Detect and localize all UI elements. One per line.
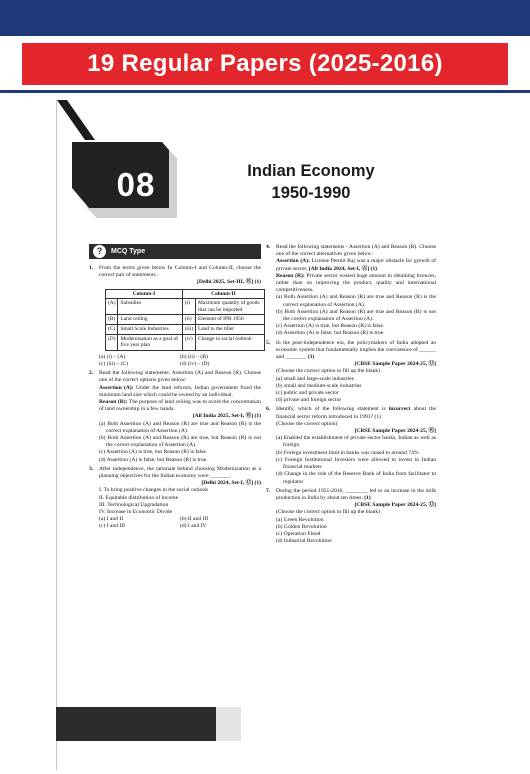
reason-line bbox=[276, 273, 436, 295]
marks: (1) bbox=[307, 354, 315, 361]
question-body: about the financial sector reform introduced in 1991? (1) bbox=[276, 406, 436, 420]
marks: (1) bbox=[364, 494, 371, 501]
question-text bbox=[276, 406, 436, 420]
question-mark-icon: ? bbox=[92, 244, 107, 259]
question-5 bbox=[266, 340, 436, 405]
assertion-text: License Permit Raj was a major obstacle for growth of private sector. bbox=[276, 258, 436, 272]
question-source-tag: [CBSE Sample Paper 2024-25, Ⓡ] bbox=[354, 428, 436, 435]
question-source-tag: [CBSE Sample Paper 2024-25, Ⓤ] bbox=[354, 361, 436, 368]
option-a: (a) Green Revolution bbox=[276, 516, 324, 523]
option-c: (c) I and III bbox=[99, 523, 125, 530]
row-label: (C) bbox=[106, 324, 118, 334]
question-source-tag: [CBSE Sample Paper 2024-25, Ⓤ] bbox=[354, 502, 436, 509]
reason-label: Reason (R): bbox=[276, 272, 305, 279]
question-body: Identify, which of the following statement is bbox=[276, 406, 389, 413]
table-cell: Maximum quantity of goods that can be imported bbox=[196, 299, 265, 315]
left-column bbox=[89, 244, 261, 533]
question-2 bbox=[89, 370, 261, 464]
option-a: (a) I and II bbox=[99, 516, 124, 523]
chapter-slash-stripe bbox=[57, 100, 95, 140]
question-6 bbox=[266, 406, 436, 485]
option-a: (a) (i) – (A) bbox=[99, 353, 126, 360]
title-banner: 19 Regular Papers (2025-2016) bbox=[22, 43, 508, 85]
chapter-number: 08 bbox=[116, 166, 156, 203]
table-cell: Subsidies bbox=[118, 299, 182, 315]
table-cell: Element of IPR 1956 bbox=[196, 315, 265, 325]
reason-text: The purpose of land ceiling was to avoid the concentration of land ownership in a few hands. bbox=[99, 398, 261, 413]
instruction: (Choose the correct option) bbox=[276, 420, 338, 427]
assertion-text: Under the land reforms, Indian government fixed the minimum land size which could be owned by an individual. bbox=[99, 384, 261, 398]
question-body: During the period 1951-2016, ________ led to an increase in the milk production in India by about ten times. bbox=[276, 487, 436, 501]
question-number: 2. bbox=[89, 370, 94, 377]
option-b: (b) Golden Revolution bbox=[276, 523, 327, 530]
mcq-type-label: MCQ Type bbox=[111, 248, 146, 255]
question-source-tag: [All India 2024, Set-I, Ⓐ] (1) bbox=[308, 265, 377, 272]
top-color-band bbox=[0, 0, 530, 36]
instruction: (Choose the correct option to fill up the blank) bbox=[276, 368, 381, 375]
option-c: (c) Operation Flood bbox=[276, 530, 321, 537]
row-label: (iv) bbox=[182, 334, 195, 350]
option-d: (d) I and IV bbox=[180, 523, 207, 530]
options-grid bbox=[99, 516, 261, 530]
question-source-tag: [Delhi 2025, Set-III, Ⓡ] (1) bbox=[196, 279, 261, 286]
option-b: (b) Foreign investment limit in banks was raised to around 74% bbox=[276, 449, 419, 456]
row-label: (iii) bbox=[182, 324, 195, 334]
option-d: (d) Change in the role of the Reserve Bank of India from facilitator to regulator bbox=[276, 471, 436, 485]
chapter-title-line1: Indian Economy bbox=[247, 162, 375, 180]
question-number: 1. bbox=[89, 265, 94, 271]
option-c: (c) Assertion (A) is true, but Reason (R) is false. bbox=[99, 449, 208, 456]
options-grid bbox=[99, 354, 261, 368]
row-label: (B) bbox=[106, 315, 118, 325]
option-a: (a) Both Assertion (A) and Reason (R) are true and Reason (R) is the correct explanation of Assertion (A). bbox=[99, 420, 261, 434]
question-body: In the post-independence era, the policymakers of India adopted an economic system that fundamentally implies the coexistence of ______ and _______. bbox=[276, 339, 437, 361]
question-source-tag: [All India 2025, Set-I, Ⓡ] (1) bbox=[192, 413, 261, 420]
assertion-label: Assertion (A): bbox=[276, 258, 310, 265]
reason-line bbox=[99, 399, 261, 413]
instruction: (Choose the correct option to fill up the blank) bbox=[276, 509, 381, 516]
statement-item: II. Equitable distribution of income bbox=[99, 494, 179, 501]
table-row bbox=[106, 334, 265, 350]
option-d: (d) Industrial Revolution bbox=[276, 538, 332, 545]
question-text: Read the following statements: Assertion (A) and Reason (R). Choose one of the correct options given below: bbox=[99, 370, 261, 384]
footer-bar bbox=[56, 707, 241, 741]
question-text bbox=[276, 488, 436, 502]
option-c: (c) public and private sector bbox=[276, 390, 339, 397]
reason-text: Private sector wasted huge amount in obtaining licences, rather than on improving the product, quality and international competitiveness. bbox=[276, 272, 436, 294]
option-b: (b) small and medium-scale industries bbox=[276, 382, 362, 389]
option-b: (b) Both Assertion (A) and Reason (R) are true, but Reason (R) is not the correct explanation of Assertion (A). bbox=[99, 435, 261, 449]
question-number: 5. bbox=[266, 339, 271, 346]
table-row bbox=[106, 299, 265, 315]
chapter-title bbox=[226, 160, 396, 204]
right-column bbox=[266, 244, 436, 547]
mcq-type-header bbox=[89, 244, 261, 259]
question-number: 6. bbox=[266, 406, 271, 413]
row-label: (i) bbox=[182, 299, 195, 315]
statement-item: I. To bring positive changes in the social outlook bbox=[99, 487, 209, 494]
statement-item: III. Technological Upgradation bbox=[99, 501, 169, 508]
option-a: (a) Enabled the establishment of private sector banks, Indian as well as foreign bbox=[276, 435, 436, 449]
question-number: 7. bbox=[266, 487, 271, 494]
column-1-header: Column-I bbox=[106, 289, 183, 299]
question-4 bbox=[266, 244, 436, 338]
table-cell: Change in social outlook bbox=[196, 334, 265, 350]
question-text: After independence, the rationale behind choosing Modernization as a planning objectives for the Indian economy were _______. bbox=[99, 465, 261, 480]
option-c: (c) Foreign Institutional Investors were allowed to invest in Indian financial markets bbox=[276, 456, 436, 471]
question-source-tag: [Delhi 2024, Set-I, Ⓤ] (1) bbox=[201, 480, 261, 487]
option-b: (b) (ii) – (B) bbox=[180, 353, 208, 360]
statement-item: IV. Increase in Economic Divide bbox=[99, 509, 173, 516]
chapter-title-line2: 1950-1990 bbox=[271, 184, 351, 202]
reason-label: Reason (R): bbox=[99, 398, 128, 405]
option-b: (b) II and III bbox=[180, 516, 209, 523]
question-number: 4. bbox=[266, 244, 271, 250]
option-d: (d) Assertion (A) is false, but Reason (R) is true. bbox=[99, 456, 208, 463]
question-text: From the terms given below In Column-I and Column-II, choose the correct pair of statements : bbox=[99, 265, 261, 279]
question-3 bbox=[89, 466, 261, 531]
row-label: (A) bbox=[106, 299, 118, 315]
table-cell: Land ceiling bbox=[118, 315, 182, 325]
emphasis: incorrect bbox=[388, 406, 411, 413]
option-d: (d) private and foreign sector bbox=[276, 397, 342, 404]
row-label: (D) bbox=[106, 334, 118, 350]
top-rule bbox=[0, 90, 530, 93]
option-d: (d) Assertion (A) is false, but Reason (R) is true. bbox=[276, 330, 385, 337]
table-row bbox=[106, 315, 265, 325]
table-cell: Small Scale Industries bbox=[118, 324, 182, 334]
option-b: (b) Both Assertion (A) and Reason (R) are true and Reason (R) is not the correct explanation of Assertion (A). bbox=[276, 308, 436, 323]
question-number: 3. bbox=[89, 465, 94, 472]
question-text: Read the following statements - Assertion (A) and Reason (R). Choose one of the correct alternatives given below: bbox=[276, 244, 436, 258]
assertion-line bbox=[276, 258, 436, 272]
assertion-line bbox=[99, 385, 261, 399]
question-7 bbox=[266, 488, 436, 546]
option-d: (d) (iv) – (D) bbox=[180, 360, 210, 367]
row-label: (ii) bbox=[182, 315, 195, 325]
question-text bbox=[276, 340, 436, 362]
option-a: (a) Both Assertion (A) and Reason (R) are true and Reason (R) is the correct explanation of Assertion (A). bbox=[276, 294, 436, 308]
column-2-header: Column-II bbox=[182, 289, 264, 299]
table-row bbox=[106, 324, 265, 334]
assertion-label: Assertion (A): bbox=[99, 384, 134, 391]
table-cell: Land to the tiller bbox=[196, 324, 265, 334]
option-c: (c) Assertion (A) is true, but Reason (R) is false. bbox=[276, 323, 385, 330]
option-a: (a) small and large-scale industries bbox=[276, 375, 354, 382]
question-1 bbox=[89, 265, 261, 368]
match-table bbox=[105, 289, 265, 351]
footer-box bbox=[216, 707, 241, 741]
table-cell: Modernisation as a goal of five year plan bbox=[118, 334, 182, 350]
option-c: (c) (iii) – (C) bbox=[99, 360, 129, 367]
